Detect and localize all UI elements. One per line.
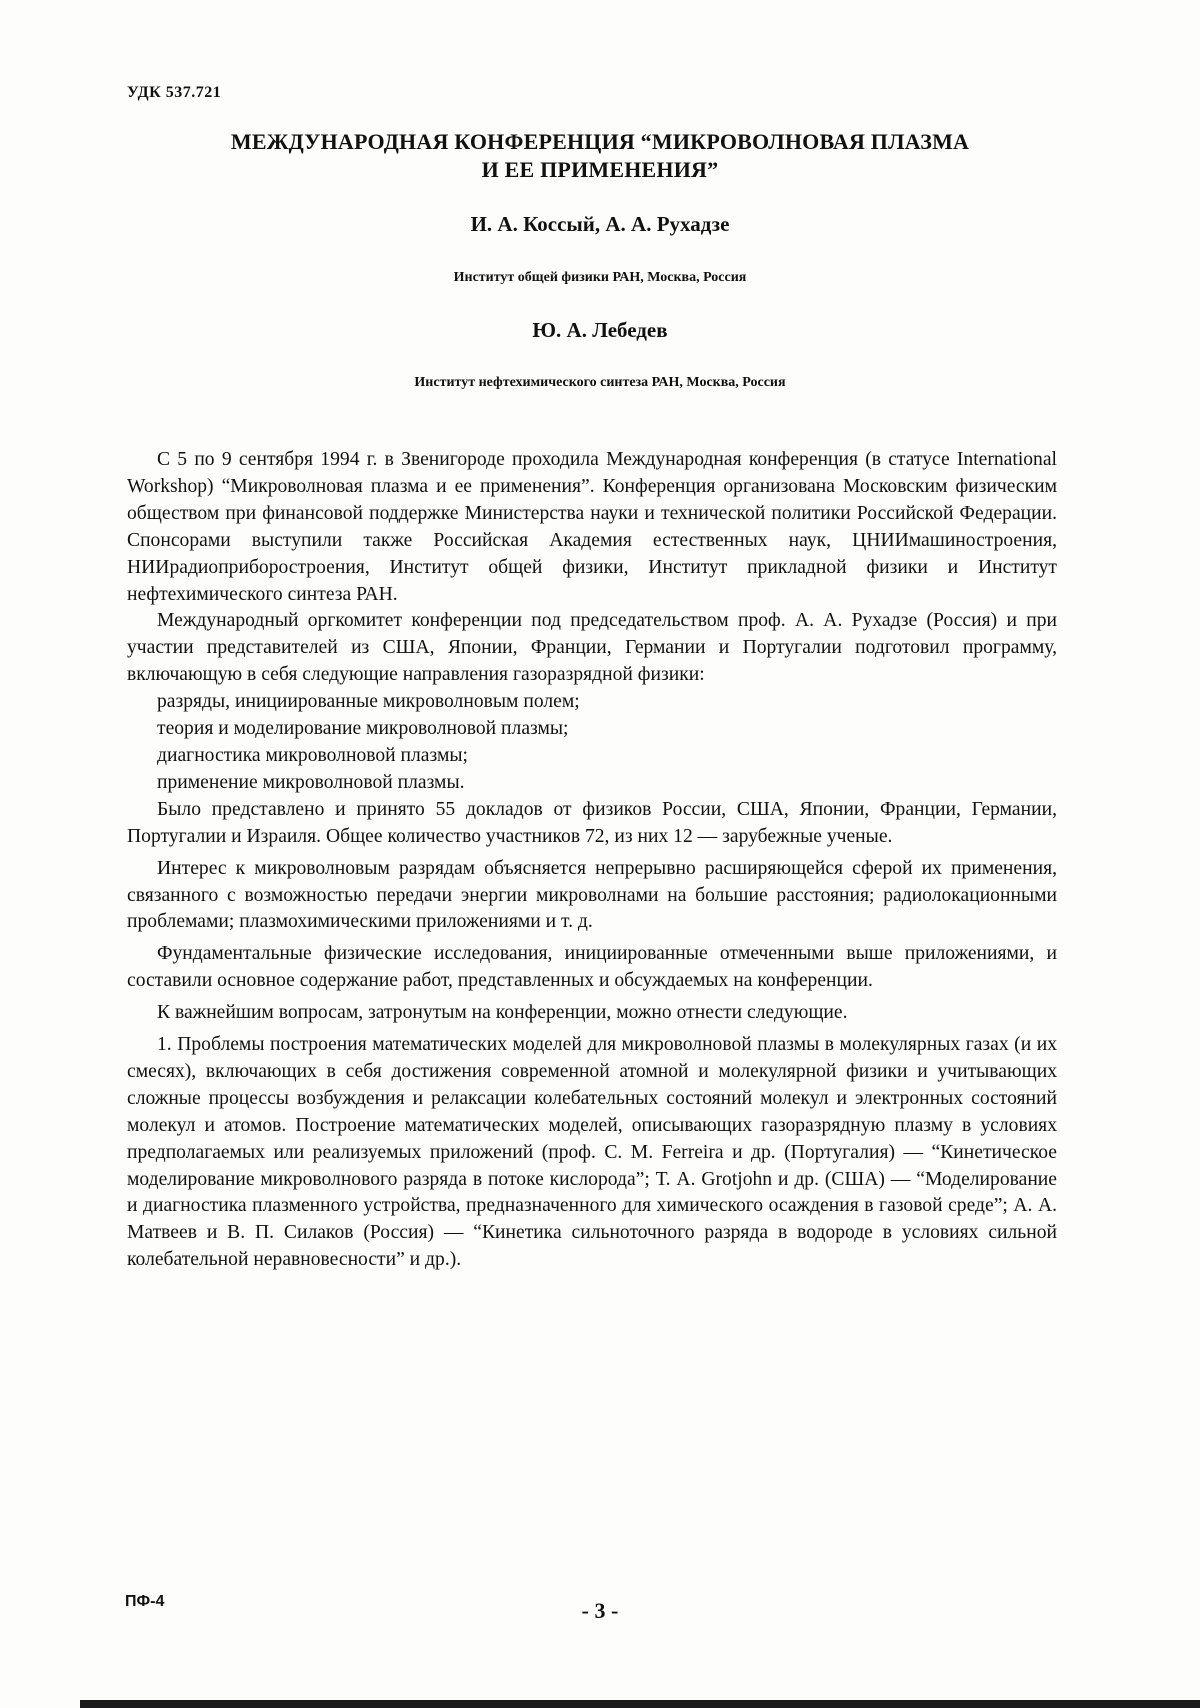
authors-group-1: И. А. Коссый, А. А. Рухадзе bbox=[470, 212, 730, 236]
affiliation-1: Институт общей физики РАН, Москва, Россия bbox=[453, 270, 747, 285]
paragraph-1: С 5 по 9 сентября 1994 г. в Звенигороде проходила Международная конференция (в статусе International Workshop) “Микроволновая плазма и ее применения”. Конференция организована Московским физическим обществом при финансовой поддержке Министерства науки и технической политики Российской Федерации. Спонсорами выступили также Российская Академия естественных наук, ЦНИИмашиностроения, НИИрадиоприборостроения, Институт общей физики, Институт прикладной физики и Институт нефтехимического синтеза РАН. bbox=[127, 449, 1057, 605]
authors-group-2: Ю. А. Лебедев bbox=[532, 318, 668, 342]
paragraph-6: К важнейшим вопросам, затронутым на конференции, можно отнести следующие. bbox=[157, 1002, 848, 1024]
title-line-2: И ЕЕ ПРИМЕНЕНИЯ” bbox=[481, 157, 719, 182]
affiliation-2: Институт нефтехимического синтеза РАН, Москва, Россия bbox=[414, 375, 786, 390]
paragraph-7: 1. Проблемы построения математических моделей для микроволновой плазмы в молекулярных газах (и их смесях), включающих в себя достижения современной атомной и молекулярной физики и учитывающих сложные процессы возбуждения и релаксации колебательных состояний молекул и электронных состояний молекул и атомов. Построение математических моделей, описывающих газоразрядную плазму в условиях предполагаемых или реализуемых приложений (проф. С. М. Ferreira и др. (Португалия) — “Кинетическое моделирование микроволнового разряда в потоке кислорода”; Т. А. Grotjohn и др. (США) — “Моделирование и диагностика плазменного устройства, предназначенного для химического осаждения в газовой среде”; А. А. Матвеев и В. П. Силаков (Россия) — “Кинетика сильноточного разряда в водороде в условиях сильной колебательной неравновесности” и др.). bbox=[127, 1034, 1057, 1271]
list-item: применение микроволновой плазмы. bbox=[157, 771, 465, 793]
scan-edge-divider bbox=[80, 1700, 1200, 1708]
footer-code: ПФ-4 bbox=[125, 1593, 165, 1610]
udk-code: УДК 537.721 bbox=[127, 84, 222, 101]
article-body bbox=[127, 447, 1057, 1274]
page-number: - 3 - bbox=[581, 1598, 619, 1623]
list-item: разряды, инициированные микроволновым полем; bbox=[157, 691, 580, 713]
paragraph-2: Международный оргкомитет конференции под председательством проф. А. А. Рухадзе (Россия) и при участии представителей из США, Японии, Франции, Германии и Португалии подготовил программу, включающую в себя следующие направления газоразрядной физики: bbox=[127, 610, 1057, 686]
title-line-1: МЕЖДУНАРОДНАЯ КОНФЕРЕНЦИЯ “МИКРОВОЛНОВАЯ ПЛАЗМА bbox=[230, 129, 970, 154]
paragraph-4: Интерес к микроволновым разрядам объясняется непрерывно расширяющейся сферой их применения, связанного с возможностью передачи энергии микроволнами на большие расстояния; радиолокационными проблемами; плазмохимическими приложениями и т. д. bbox=[127, 857, 1057, 933]
article-title bbox=[100, 128, 1100, 184]
paragraph-5: Фундаментальные физические исследования, инициированные отмеченными выше приложениями, и составили основное содержание работ, представленных и обсуждаемых на конференции. bbox=[127, 943, 1057, 992]
list-item: теория и моделирование микроволновой плазмы; bbox=[157, 718, 569, 740]
paragraph-3: Было представлено и принято 55 докладов от физиков России, США, Японии, Франции, Германии, Португалии и Израиля. Общее количество участников 72, из них 12 — зарубежные ученые. bbox=[127, 798, 1057, 847]
list-item: диагностика микроволновой плазмы; bbox=[157, 744, 468, 766]
